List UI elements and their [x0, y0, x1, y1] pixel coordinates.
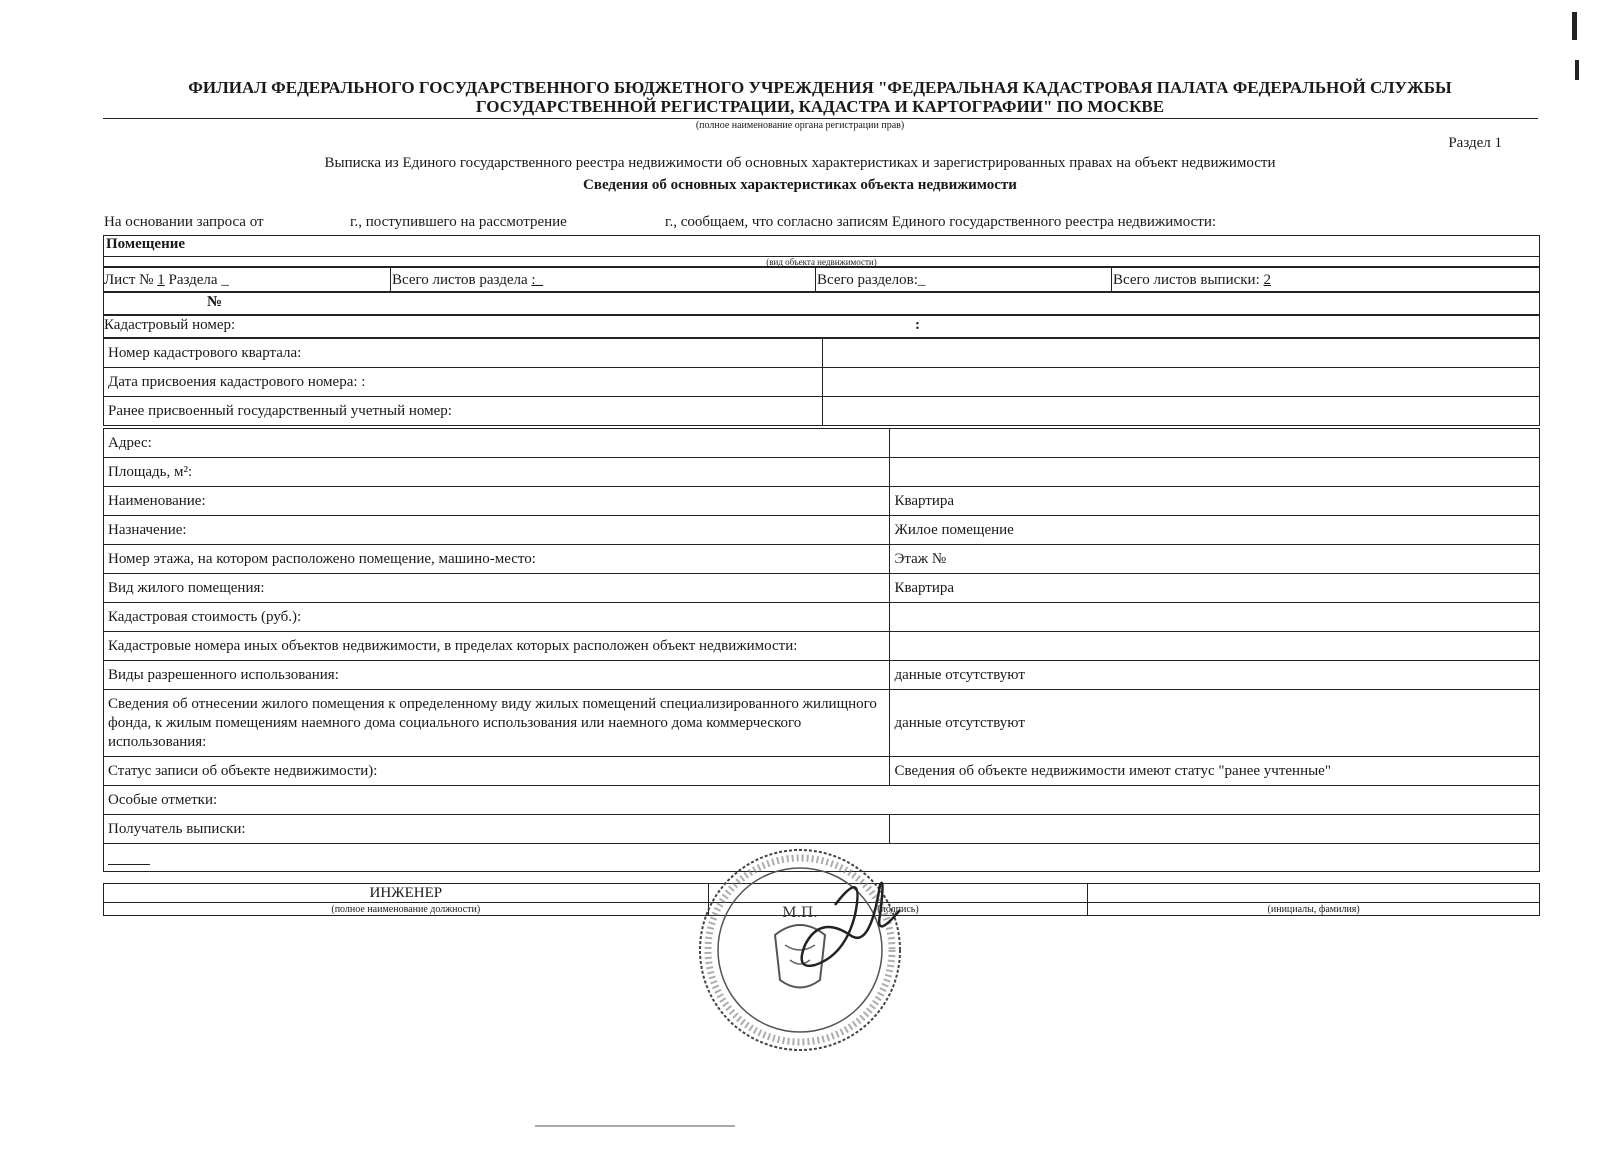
position-caption: (полное наименование должности) [104, 903, 709, 916]
table-row [104, 661, 1540, 690]
row-value: Этаж № [890, 545, 1540, 574]
table-row [104, 786, 1540, 815]
row-value [822, 397, 1539, 426]
basis-part3: г., сообщаем, что согласно записям Единого государственного реестра недвижимости: [665, 214, 1217, 230]
signature-caption: (подпись) [708, 903, 1088, 916]
basis-part1: На основании запроса от [104, 214, 264, 230]
number-row [103, 292, 1540, 315]
org-underline [103, 118, 1538, 119]
name-caption: (инициалы, фамилия) [1088, 903, 1540, 916]
row-label: Площадь, м²: [104, 458, 890, 487]
row-label: Назначение: [104, 516, 890, 545]
row-label: Вид жилого помещения: [104, 574, 890, 603]
org-caption: (полное наименование органа регистрации прав) [695, 120, 905, 131]
row-value [890, 429, 1540, 458]
table-row [104, 757, 1540, 786]
total-extract-label: Всего листов выписки: [1113, 272, 1260, 288]
cadastral-row [103, 315, 1540, 338]
org-name-line1: ФИЛИАЛ ФЕДЕРАЛЬНОГО ГОСУДАРСТВЕННОГО БЮДЖЕТНОГО УЧРЕЖДЕНИЯ "ФЕДЕРАЛЬНАЯ КАДАСТРОВАЯ ПАЛАТА ФЕДЕРАЛЬНОЙ СЛУЖБЫ [188, 78, 1452, 97]
name-cell [1088, 884, 1540, 903]
position: ИНЖЕНЕР [104, 884, 709, 903]
document-title: Выписка из Единого государственного реестра недвижимости об основных характеристиках и зарегистрированных правах на объект недвижимости [324, 155, 1276, 171]
emblem-detail [785, 945, 815, 964]
row-label: Кадастровая стоимость (руб.): [104, 603, 890, 632]
table-row [104, 690, 1540, 757]
cadastral-label: Кадастровый номер: [104, 317, 236, 333]
number-label: № [207, 294, 223, 310]
row-label: Ранее присвоенный государственный учетный номер: [104, 397, 823, 426]
row-value [890, 632, 1540, 661]
table-row [104, 487, 1540, 516]
row-label: Кадастровые номера иных объектов недвижимости, в пределах которых расположен объект недвижимости: [104, 632, 890, 661]
row-value: Квартира [890, 487, 1540, 516]
table-row [104, 574, 1540, 603]
table-row [104, 632, 1540, 661]
total-sheets [392, 272, 543, 289]
object-type-caption: (вид объекта недвижимости) [766, 257, 877, 267]
sheet-number [104, 272, 229, 289]
total-sections [817, 272, 925, 289]
sheet-number-value: 1 [157, 272, 165, 288]
total-sheets-label: Всего листов раздела [392, 272, 528, 288]
table-row [104, 429, 1540, 458]
row-label: Номер этажа, на котором расположено помещение, машино-место: [104, 545, 890, 574]
table-row [104, 458, 1540, 487]
org-name-line2: ГОСУДАРСТВЕННОЙ РЕГИСТРАЦИИ, КАДАСТРА И КАРТОГРАФИИ" ПО МОСКВЕ [475, 97, 1165, 116]
upper-table [103, 338, 1540, 426]
scan-edge-line [535, 1125, 735, 1127]
row-value: Квартира [890, 574, 1540, 603]
sheet-divider-2 [815, 267, 816, 292]
main-table [103, 428, 1540, 872]
sheet-section-label: Раздела [168, 272, 218, 288]
sheet-section-value: _ [221, 272, 229, 288]
row-label: Сведения об отнесении жилого помещения к определенному виду жилых помещений специализированного жилищного фонда, к жилым помещениям наемного дома социального использования или наемного дома коммерческого использования: [104, 690, 890, 757]
row-label: Виды разрешенного использования: [104, 661, 890, 690]
row-label: Статус записи об объекте недвижимости): [104, 757, 890, 786]
row-label: Особые отметки: [104, 786, 1540, 815]
row-value: данные отсутствуют [890, 690, 1540, 757]
total-sheets-value: :_ [531, 272, 544, 288]
row-label: Дата присвоения кадастрового номера: : [104, 368, 823, 397]
table-row [104, 603, 1540, 632]
table-row [104, 339, 1540, 368]
row-value: Сведения об объекте недвижимости имеют статус "ранее учтенные" [890, 757, 1540, 786]
total-extract-value: 2 [1263, 272, 1271, 288]
row-label: Номер кадастрового квартала: [104, 339, 823, 368]
signature-icon [802, 883, 900, 966]
emblem-icon [775, 925, 825, 988]
section-label: Раздел 1 [1448, 135, 1502, 151]
row-value [890, 603, 1540, 632]
stamp-mark: М.П. [782, 905, 818, 921]
table-row [104, 516, 1540, 545]
scan-mark-icon [1575, 60, 1579, 80]
table-row [104, 545, 1540, 574]
row-value: данные отсутствуют [890, 661, 1540, 690]
row-value [822, 368, 1539, 397]
total-extract-sheets [1113, 272, 1271, 289]
row-value: Жилое помещение [890, 516, 1540, 545]
row-label: Получатель выписки: [104, 815, 890, 844]
table-row [104, 368, 1540, 397]
scan-mark-icon [1572, 12, 1577, 40]
total-sections-value: _ [917, 272, 926, 288]
official-stamp [695, 845, 905, 1055]
cadastral-value: : [915, 317, 920, 333]
sheet-number-label: Лист № [104, 272, 154, 288]
row-label: Наименование: [104, 487, 890, 516]
sheet-divider-3 [1111, 267, 1112, 292]
row-label: Адрес: [104, 429, 890, 458]
total-sections-label: Всего разделов: [817, 272, 918, 288]
row-value [822, 339, 1539, 368]
sheet-divider-1 [390, 267, 391, 292]
row-value [890, 458, 1540, 487]
document-subtitle: Сведения об основных характеристиках объекта недвижимости [583, 177, 1017, 193]
table-row [104, 397, 1540, 426]
table-row [104, 815, 1540, 844]
row-value [890, 815, 1540, 844]
object-type: Помещение [106, 236, 186, 252]
short-rule [108, 864, 150, 865]
basis-part2: г., поступившего на рассмотрение [350, 214, 567, 230]
